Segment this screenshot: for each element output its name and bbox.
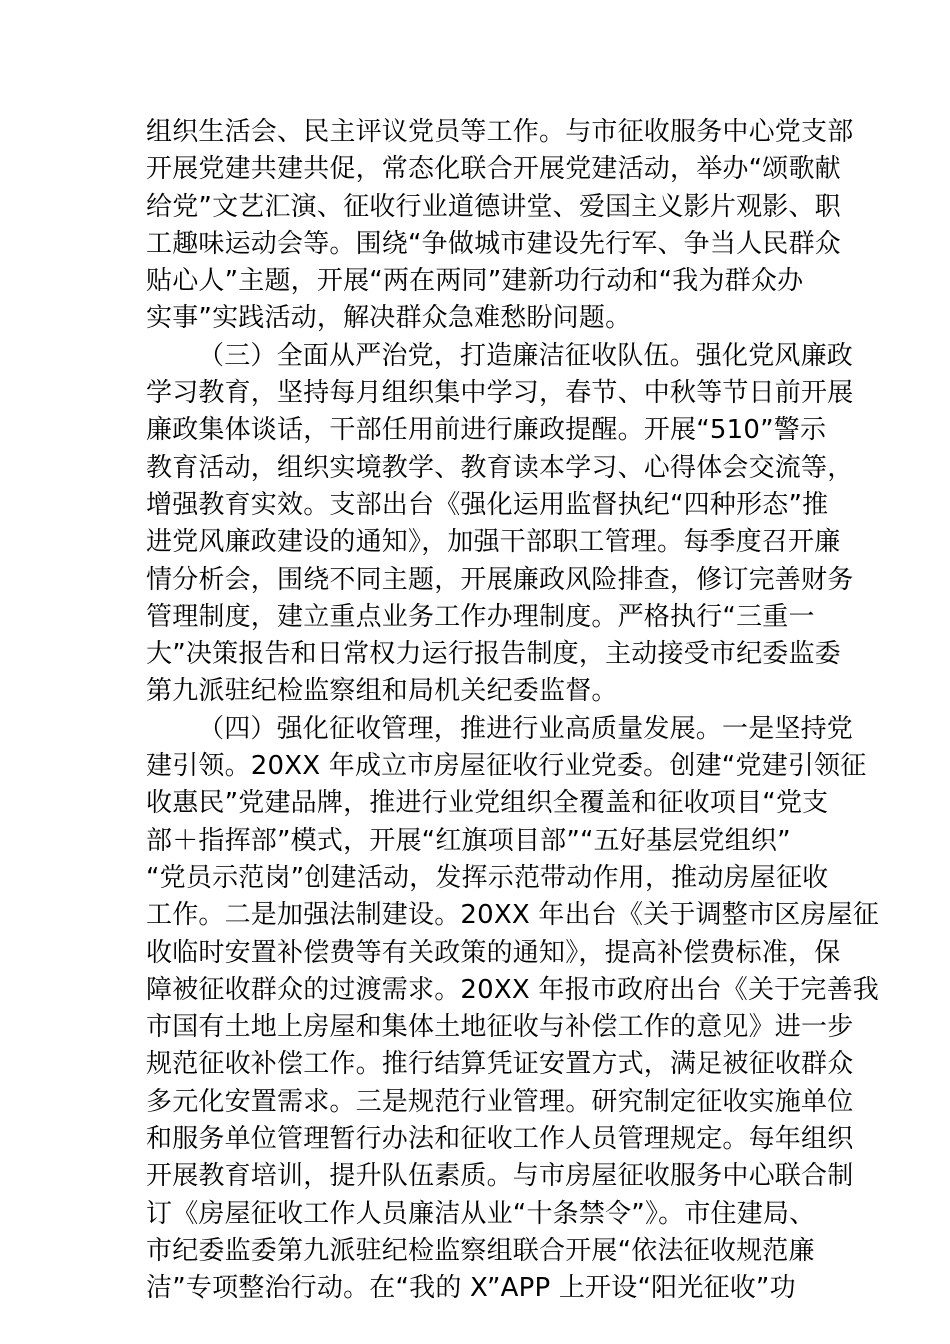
text-line: 规范征收补偿工作。推行结算凭证安置方式，满足被征收群众 [146, 1049, 854, 1080]
text-line: 学习教育，坚持每月组织集中学习，春节、中秋等节日前开展 [146, 378, 854, 409]
text-line: 贴心人”主题，开展“两在两同”建新功行动和“我为群众办 [146, 266, 804, 297]
text-line: 第九派驻纪检监察组和局机关纪委监督。 [146, 676, 618, 707]
document-body [146, 114, 879, 1308]
text-line: 管理制度，建立重点业务工作办理制度。严格执行“三重一 [146, 601, 815, 632]
text-line: 工趣味运动会等。围绕“争做城市建设先行军、争当人民群众 [146, 228, 841, 259]
paragraph-first-line: （四）强化征收管理，推进行业高质量发展。一是坚持党 [198, 713, 854, 744]
text-line: 收临时安置补偿费等有关政策的通知》，提高补偿费标准，保 [146, 937, 841, 968]
text-line: 市纪委监委第九派驻纪检监察组联合开展“依法征收规范廉 [146, 1235, 815, 1266]
text-line: 收惠民”党建品牌，推进行业党组织全覆盖和征收项目“党支 [146, 788, 829, 819]
text-line: “党员示范岗”创建活动，发挥示范带动作用，推动房屋征收 [146, 862, 829, 893]
text-line: 洁”专项整治行动。在“我的 X”APP 上开设“阳光征收”功 [146, 1273, 796, 1304]
text-line: 大”决策报告和日常权力运行报告制度，主动接受市纪委监委 [146, 639, 841, 670]
paragraph-first-line: （三）全面从严治党，打造廉洁征收队伍。强化党风廉政 [198, 340, 854, 371]
text-line: 和服务单位管理暂行办法和征收工作人员管理规定。每年组织 [146, 1124, 854, 1155]
text-line: 市国有土地上房屋和集体土地征收与补偿工作的意见》进一步 [146, 1012, 854, 1043]
text-line: 工作。二是加强法制建设。20XX 年出台《关于调整市区房屋征 [146, 900, 879, 931]
text-line: 订《房屋征收工作人员廉洁从业“十条禁令”》。市住建局、 [146, 1198, 816, 1229]
text-line: 开展教育培训，提升队伍素质。与市房屋征收服务中心联合制 [146, 1161, 854, 1192]
text-line: 教育活动，组织实境教学、教育读本学习、心得体会交流等， [146, 452, 854, 483]
text-line: 给党”文艺汇演、征收行业道德讲堂、爱国主义影片观影、职 [146, 191, 841, 222]
text-line: 部＋指挥部”模式，开展“红旗项目部”“五好基层党组织” [146, 825, 791, 856]
text-line: 障被征收群众的过渡需求。20XX 年报市政府出台《关于完善我 [146, 974, 879, 1005]
text-line: 实事”实践活动，解决群众急难愁盼问题。 [146, 303, 632, 334]
text-line: 情分析会，围绕不同主题，开展廉政风险排查，修订完善财务 [146, 564, 854, 595]
text-line: 进党风廉政建设的通知》，加强干部职工管理。每季度召开廉 [146, 527, 841, 558]
text-line: 多元化安置需求。三是规范行业管理。研究制定征收实施单位 [146, 1086, 854, 1117]
text-line: 建引领。20XX 年成立市房屋征收行业党委。创建“党建引领征 [146, 751, 867, 782]
text-line: 开展党建共建共促，常态化联合开展党建活动，举办“颂歌献 [146, 154, 841, 185]
text-line: 廉政集体谈话，干部任用前进行廉政提醒。开展“510”警示 [146, 415, 827, 446]
text-line: 组织生活会、民主评议党员等工作。与市征收服务中心党支部 [146, 117, 854, 147]
text-line: 增强教育实效。支部出台《强化运用监督执纪“四种形态”推 [146, 489, 829, 520]
